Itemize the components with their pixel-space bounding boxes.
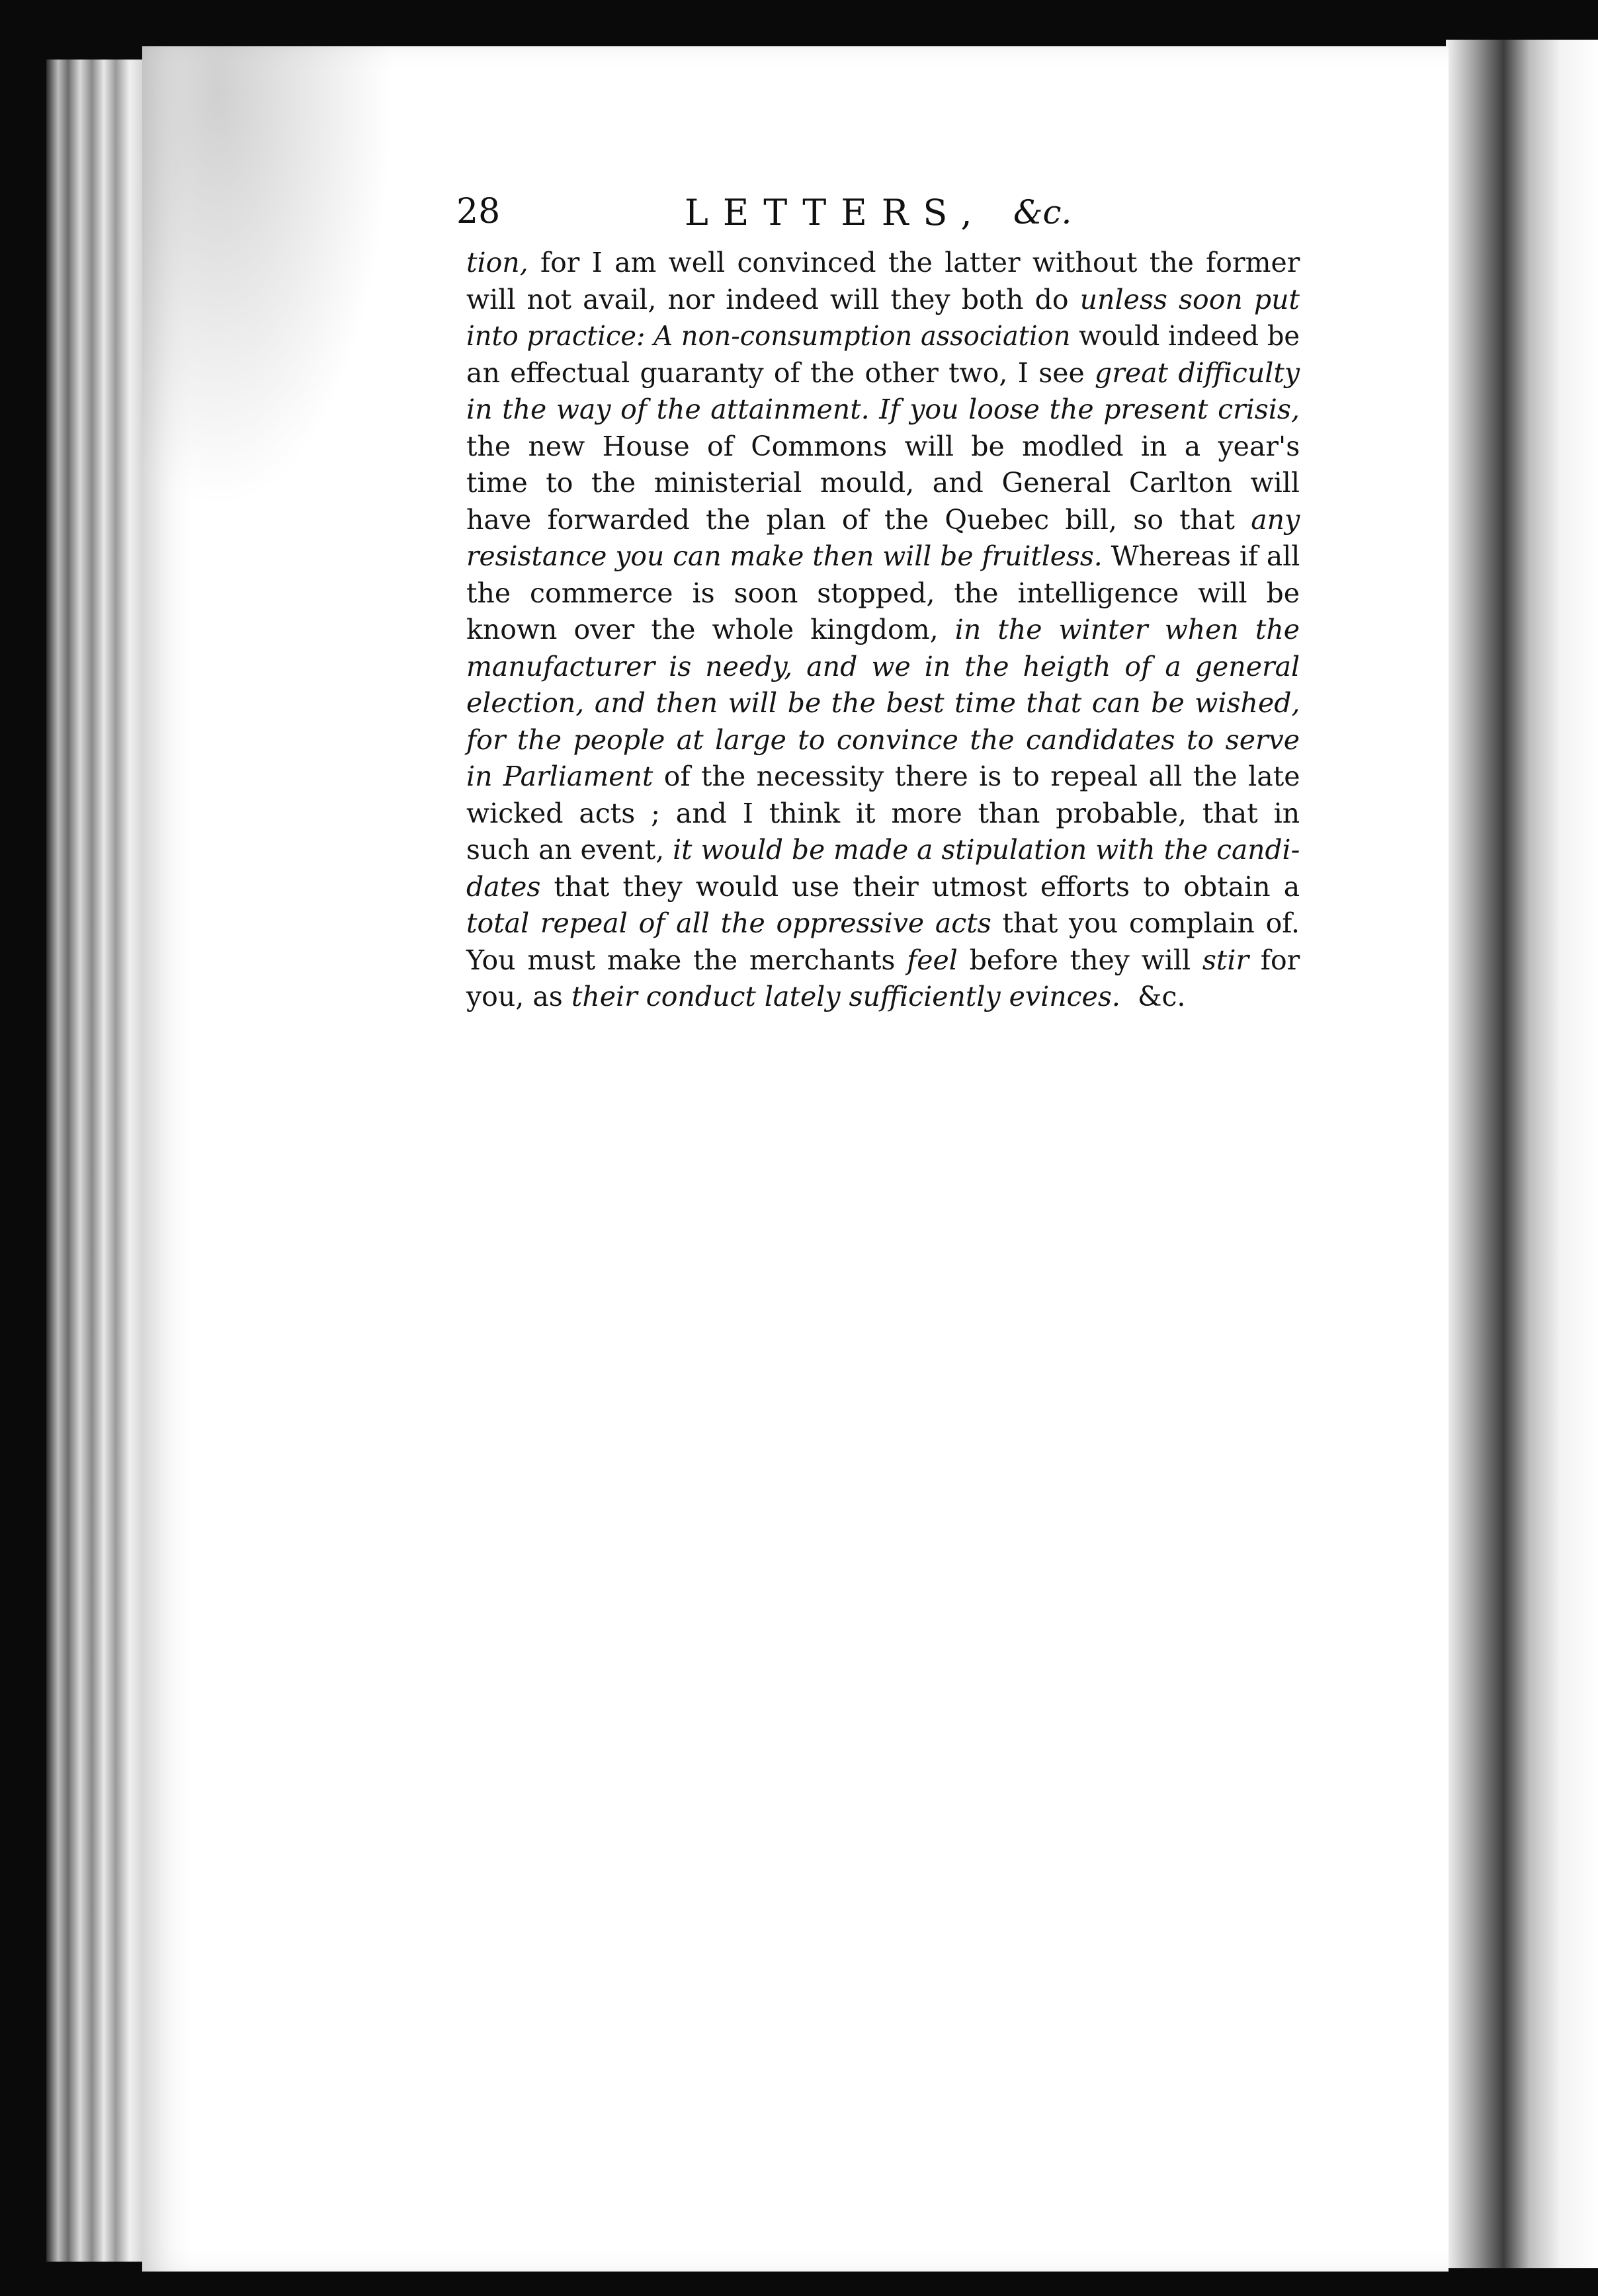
running-head-suffix: &c. bbox=[1013, 193, 1072, 231]
text-line bbox=[466, 796, 1300, 833]
italic-text: feel bbox=[907, 944, 958, 976]
roman-text: an effectual guaranty of the other two, I see bbox=[466, 356, 1095, 389]
roman-text: the new House of Commons will be modled in a year's bbox=[466, 430, 1300, 462]
text-line bbox=[466, 758, 1300, 796]
text-line bbox=[466, 575, 1300, 612]
text-line bbox=[466, 979, 1300, 1016]
text-line bbox=[466, 391, 1300, 429]
italic-text: for the people at large to convince the candidates to serve bbox=[466, 723, 1300, 756]
book-edge-right bbox=[1446, 40, 1598, 2268]
roman-text: that they would use their utmost efforts to obtain a bbox=[540, 870, 1300, 903]
italic-text: any bbox=[1251, 503, 1300, 536]
roman-text: known over the whole kingdom, bbox=[466, 614, 955, 645]
italic-text: manufacturer is needy, and we in the heigth of a general bbox=[466, 650, 1300, 682]
book-edge-left bbox=[46, 60, 146, 2262]
roman-text: the commerce is soon stopped, the intelligence will be bbox=[466, 577, 1300, 609]
italic-text: in the way of the attainment. If you loose the present crisis, bbox=[466, 393, 1300, 425]
text-line bbox=[466, 722, 1300, 759]
text-line bbox=[466, 318, 1300, 355]
italic-text: in the winter when the bbox=[954, 614, 1300, 645]
text-line bbox=[466, 685, 1300, 722]
roman-text: you, as bbox=[466, 981, 571, 1012]
italic-text: total repeal of all the oppressive acts bbox=[466, 907, 991, 939]
page-number: 28 bbox=[456, 192, 501, 231]
roman-text: will not avail, nor indeed will they both do bbox=[466, 283, 1080, 315]
roman-text: time to the ministerial mould, and General Carlton will bbox=[466, 467, 1300, 499]
italic-text: great difficulty bbox=[1095, 356, 1300, 389]
roman-text: &c. bbox=[1120, 981, 1186, 1012]
roman-text: that you complain of. bbox=[991, 907, 1300, 939]
text-line bbox=[466, 942, 1300, 979]
roman-text: Whereas if all bbox=[1102, 540, 1300, 572]
text-line bbox=[466, 282, 1300, 319]
text-line bbox=[466, 245, 1300, 282]
text-line bbox=[466, 832, 1300, 869]
running-head: LETTERS, bbox=[685, 192, 987, 233]
roman-text: You must make the merchants bbox=[466, 944, 907, 976]
text-line bbox=[466, 429, 1300, 466]
text-line bbox=[466, 905, 1300, 942]
italic-text: in Parliament bbox=[466, 760, 653, 792]
roman-text: before they will bbox=[957, 944, 1202, 976]
roman-text: for I am well convinced the latter without the former bbox=[528, 247, 1300, 278]
italic-text: dates bbox=[466, 870, 541, 903]
roman-text: wicked acts ; and I think it more than probable, that in bbox=[466, 797, 1300, 829]
roman-text: for bbox=[1249, 944, 1300, 976]
italic-text: stir bbox=[1202, 944, 1249, 976]
text-line bbox=[466, 355, 1300, 392]
roman-text: have forwarded the plan of the Quebec bill, so that bbox=[466, 503, 1251, 536]
text-line bbox=[466, 502, 1300, 539]
page-header bbox=[456, 192, 1131, 245]
italic-text: into practice: A non-consumption association bbox=[466, 320, 1071, 352]
italic-text: tion, bbox=[466, 247, 528, 278]
roman-text: of the necessity there is to repeal all the late bbox=[653, 760, 1300, 792]
text-line bbox=[466, 612, 1300, 649]
italic-text: their conduct lately sufficiently evinces. bbox=[571, 981, 1120, 1012]
roman-text: such an event, bbox=[466, 834, 673, 866]
italic-text: election, and then will be the best time that can be wished, bbox=[466, 687, 1300, 719]
italic-text: unless soon put bbox=[1079, 283, 1300, 315]
text-line bbox=[466, 869, 1300, 906]
page-stain bbox=[142, 46, 394, 509]
text-line bbox=[466, 649, 1300, 686]
italic-text: it would be made a stipulation with the candi- bbox=[673, 834, 1300, 866]
text-line bbox=[466, 538, 1300, 575]
roman-text: would indeed be bbox=[1070, 320, 1300, 352]
body-text bbox=[466, 245, 1300, 1016]
italic-text: resistance you can make then will be fruitless. bbox=[466, 540, 1103, 572]
text-line bbox=[466, 465, 1300, 502]
